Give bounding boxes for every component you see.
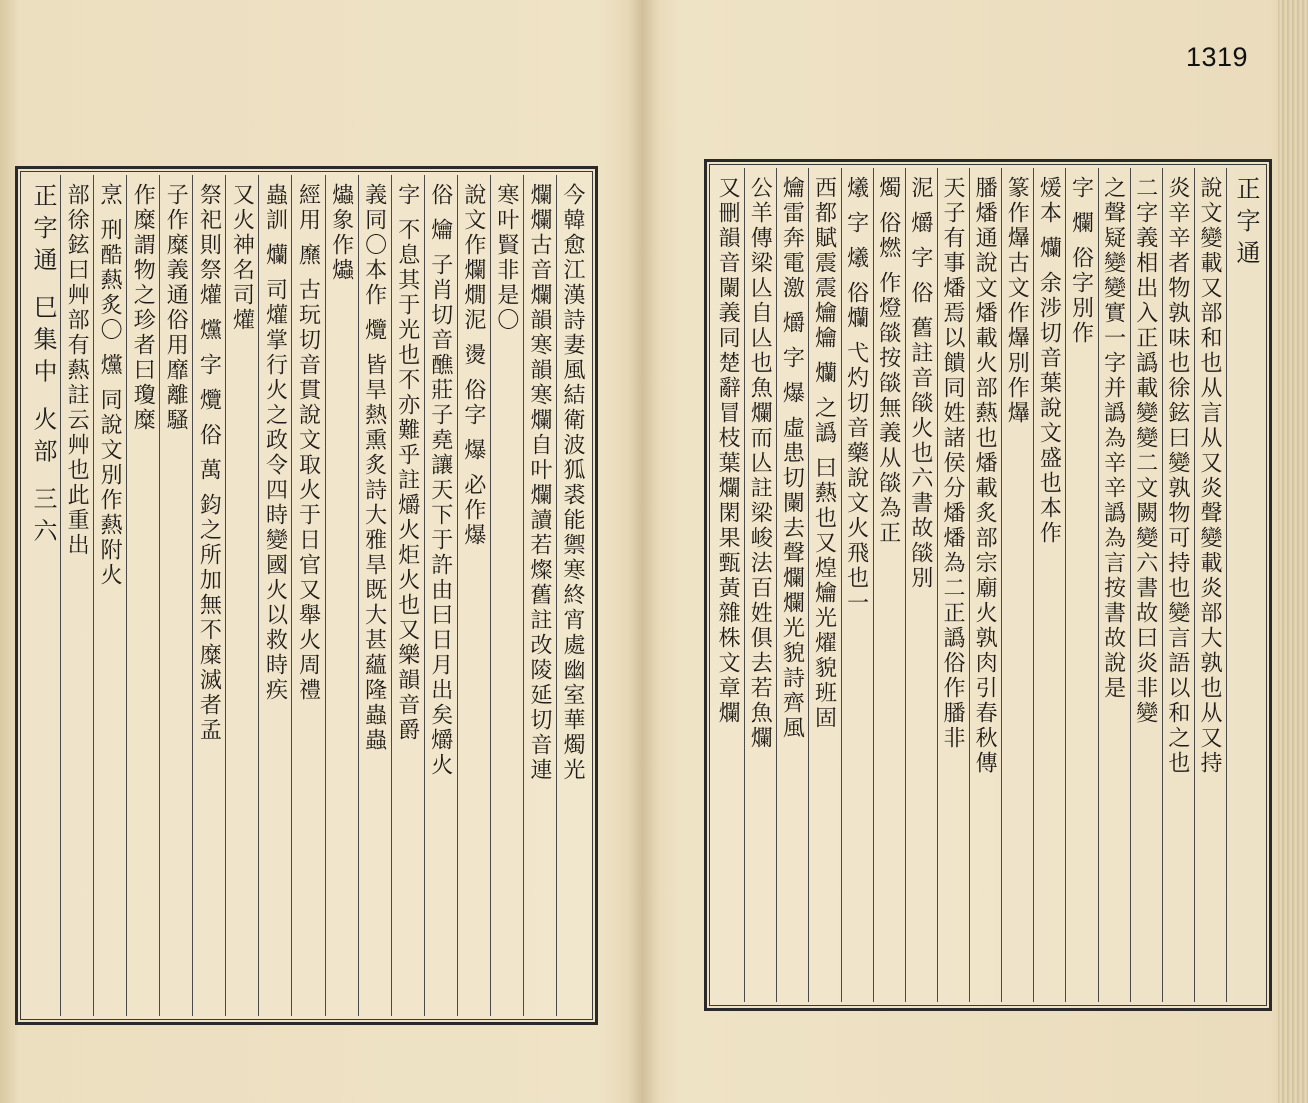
text-column	[291, 175, 324, 1016]
column-text: 公羊傳梁亾自亾也魚爛而亾註梁峻法百姓俱去若魚爛	[747, 176, 773, 751]
text-column	[1194, 168, 1226, 1002]
right-page-columns	[713, 168, 1263, 1002]
column-text: 今韓愈江漢詩妻風結衛波狐裘能禦寒終宵處幽室華燭光	[560, 183, 585, 783]
column-text: 作糜謂物之珍者曰瓊糜	[130, 183, 156, 433]
text-column	[457, 175, 490, 1016]
text-column	[391, 175, 424, 1016]
text-column	[490, 175, 523, 1016]
text-column	[1130, 168, 1162, 1002]
text-column	[60, 175, 93, 1016]
text-column	[1065, 168, 1097, 1002]
text-column	[1033, 168, 1065, 1002]
text-column	[159, 175, 192, 1016]
text-column	[358, 175, 391, 1016]
column-text: 之聲疑變變實一字并譌為辛辛譌為言按書故說是	[1100, 176, 1126, 701]
column-text: 炎辛辛者物孰味也徐鉉曰變孰物可持也變言語以和之也	[1164, 176, 1190, 776]
column-text: 字 爛 俗字別作	[1068, 176, 1094, 346]
text-column	[873, 168, 905, 1002]
margin-title-text: 正字通 巳集中 火部 三六	[29, 183, 57, 550]
text-column	[225, 175, 258, 1016]
column-text: 西都賦震震爚爚 爤 之譌 曰爇也又煌爚光燿貌班固	[811, 176, 837, 731]
column-text: 說文作爛燗泥 燙 俗字 爆 必作爆	[460, 183, 486, 548]
text-column	[556, 175, 589, 1016]
column-text: 又火神名司爟	[229, 183, 255, 333]
page-edges	[1278, 0, 1308, 1103]
text-column	[126, 175, 159, 1016]
column-text: 祭祀則祭爟 爣 字 爦 俗 萬 鈞之所加無不糜滅者孟	[196, 183, 222, 743]
column-text: 蟲訓 爤 司爟掌行火之政令四時變國火以救時疾	[262, 183, 288, 703]
text-column	[325, 175, 358, 1016]
column-text: 爞象作爞	[328, 183, 354, 283]
column-text: 篆作爗古文作爗別作爗	[1004, 176, 1030, 426]
text-column	[969, 168, 1001, 1002]
text-column	[713, 168, 744, 1002]
text-column	[93, 175, 126, 1016]
text-column	[776, 168, 808, 1002]
column-text: 燭 俗燃 作燈燄按燄無義从燄為正	[875, 176, 901, 546]
right-page-frame	[704, 159, 1272, 1011]
column-text: 義同〇本作 爦 皆旱熱熏炙詩大雅旱既大甚蘊隆蟲蟲	[361, 183, 387, 753]
text-column	[808, 168, 840, 1002]
text-column	[841, 168, 873, 1002]
column-text: 字 不息其于光也不亦難乎註爝火炬火也又樂韻音爵	[394, 183, 420, 743]
left-page-margin-title	[24, 175, 60, 1016]
text-column	[905, 168, 937, 1002]
column-text: 爚雷奔電激 爝 字 爆 虛患切闌去聲爛爛光貌詩齊風	[779, 176, 805, 741]
text-column	[744, 168, 776, 1002]
text-column	[258, 175, 291, 1016]
text-column	[192, 175, 225, 1016]
text-column	[1162, 168, 1194, 1002]
text-column	[523, 175, 556, 1016]
column-text: 部徐鉉曰艸部有爇註云艸也此重出	[64, 183, 90, 558]
column-text: 寒叶賢非是〇	[493, 183, 519, 333]
column-text: 爛爛古音爛韻寒韻寒爛自叶爛讀若燦舊註改陵延切音連	[526, 183, 552, 783]
column-text: 膰燔通說文燔載火部爇也燔載炙部宗廟火孰肉引春秋傳	[972, 176, 998, 776]
column-text: 說文變載又部和也从言从又炎聲變載炎部大孰也从又持	[1197, 176, 1222, 776]
column-text: 泥 爝 字 俗 舊註音燄火也六書故燄別	[907, 176, 933, 591]
column-text: 煖本 爤 余涉切音葉說文盛也本作	[1036, 176, 1062, 546]
text-column	[424, 175, 457, 1016]
page-number: 1319	[1186, 42, 1249, 72]
text-column	[1001, 168, 1033, 1002]
text-column	[1098, 168, 1130, 1002]
left-page-frame	[15, 166, 598, 1025]
right-page-margin-title	[1226, 168, 1263, 1002]
left-page-columns	[24, 175, 589, 1016]
column-text: 又刪韻音闌義同楚辭冒枝葉爛閑果甄黃雜株文章爛	[715, 176, 741, 726]
book-gutter	[628, 0, 658, 1103]
column-text: 經用 爢 古玩切音貫說文取火于日官又舉火周禮	[295, 183, 321, 703]
column-text: 爔 字 爔 俗爤 弋灼切音藥說文火飛也一	[843, 176, 869, 616]
column-text: 俗 爚 子肖切音醮莊子堯讓天下于許由曰日月出矣爝火	[427, 183, 453, 778]
column-text: 子作糜義通俗用靡離騷	[163, 183, 189, 433]
column-text: 二字義相出入正譌載變變二文闕變六書故曰炎非變	[1132, 176, 1158, 726]
column-text: 烹 刑酷爇炙〇 爣 同說文別作爇附火	[97, 183, 123, 588]
column-text: 天子有事燔焉以饋同姓諸侯分燔燔為二正譌俗作膰非	[940, 176, 965, 751]
margin-title-text: 正字通	[1232, 176, 1260, 272]
text-column	[937, 168, 969, 1002]
